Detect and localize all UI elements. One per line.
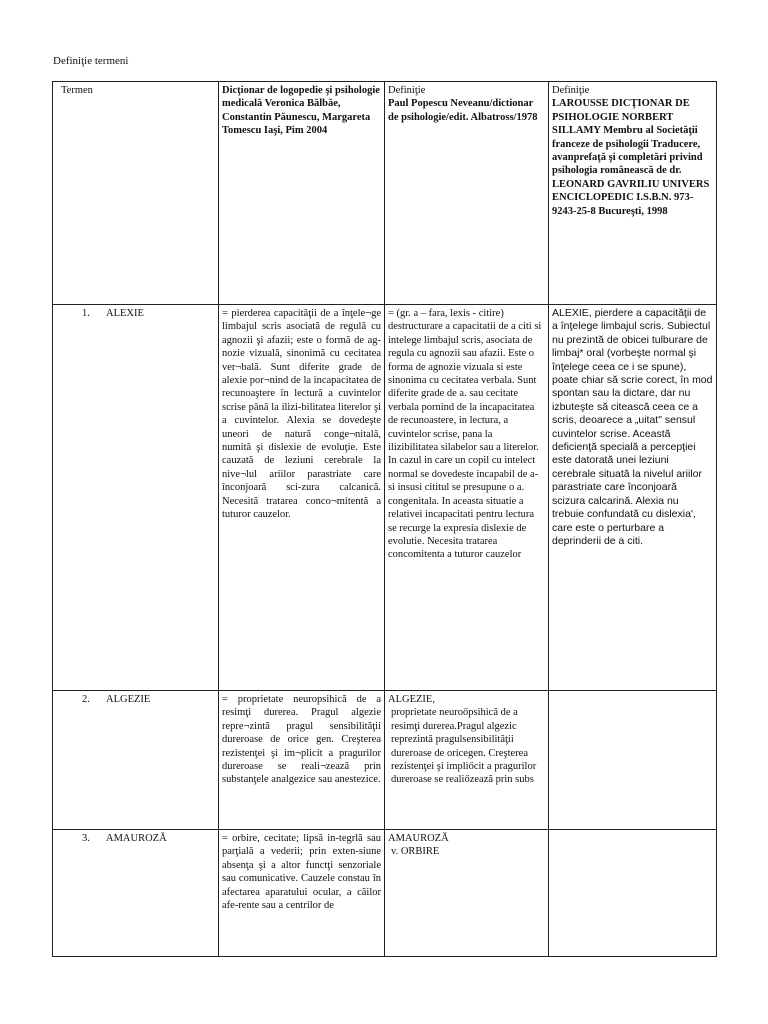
definition-popescu — [385, 305, 549, 691]
header-larousse-label: Definiţie — [552, 85, 590, 96]
term-name: ALGEZIE — [106, 694, 151, 705]
term-number: 3. — [82, 833, 90, 844]
header-term-cell — [53, 82, 219, 305]
term-number: 1. — [82, 308, 90, 319]
table-row — [53, 691, 717, 830]
definition-logopedie-text: = orbire, cecitate; lipsă in-tegrlă sau parţială a vederii; prin exten-siune absenţa şi a altor functţi senzoriale sau comunicative. Cauzele constau în afectarea aparatului ocular, a căilor afe-rente sau a centrilor de — [222, 833, 381, 912]
table-header-row — [53, 82, 717, 305]
header-popescu-cell — [385, 82, 549, 305]
term-name: AMAUROZĂ — [106, 833, 167, 844]
header-popescu-source: Paul Popescu Neveanu/dictionar de psihologie/edit. Albatross/1978 — [388, 98, 538, 123]
definition-popescu-headword: AMAUROZĂ — [388, 833, 449, 844]
header-larousse-source: LAROUSSE DICŢIONAR DE PSIHOLOGIE NORBERT SILLAMY Membru al Societăţii franceze de psihologii Traducere, avanprefaţă şi completări privind psihologia românească de dr. LEONARD GAVRILIU UNIVERS ENCICLOPEDIC I.S.B.N. 973-9243-25-8 Bucureşti, 1998 — [552, 98, 710, 217]
term-label — [56, 307, 215, 320]
document-title: Definiţie termeni — [53, 55, 129, 67]
definition-larousse-text: ALEXIE, pierdere a capacităţii de a înţelege limbajul scris. Subiectul nu prezintă de obicei tulburare de limbaj* oral (vorbeşte normal şi înţelege ceea ce i se spune), poate chiar să scrie corect, în mod spontan sau la dictare, dar nu izbuteşte să citească ceea ce a scris, deoarece a „uitat" sensul cuvintelor scrise. Această deficienţă specială a percepţiei este datorată unei leziuni cerebrale situată la nivelul ariilor parastriate care înconjoară scizura calcarină. Alexia nu trebuie confundată cu dislexia', care este o perturbare a deprinderii de a citi. — [552, 307, 713, 547]
term-label — [56, 832, 215, 845]
definition-logopedie-text: = proprietate neuropsihică de a resimţi durerea. Pragul algezie repre¬zintă pragul sensibilităţii dureroase de orice gen. Creşterea rezistenţei şi im¬plicit a pragurilor dureroase se reali¬zează prin substanţele analgezice sau anestezice. — [222, 694, 381, 786]
definition-logopedie — [219, 691, 385, 830]
definition-larousse — [549, 830, 717, 957]
term-name: ALEXIE — [106, 308, 144, 319]
definition-popescu — [385, 691, 549, 830]
definition-logopedie — [219, 305, 385, 691]
definition-popescu-text: v. ORBIRE — [391, 846, 440, 858]
definitions-table — [52, 81, 717, 957]
header-popescu-label: Definiţie — [388, 85, 426, 96]
table-row — [53, 305, 717, 691]
term-cell — [53, 830, 219, 957]
table-row — [53, 830, 717, 957]
term-cell — [53, 305, 219, 691]
term-label — [56, 693, 215, 706]
definition-popescu — [385, 830, 549, 957]
definition-popescu-text: = (gr. a – fara, lexis - citire) destructurare a capacitatii de a citi si intelege limbajul scris, asociata de regula cu agnozii sau afazii. Este o forma de agnozie vizuala si este sinonima cu cecitatea verbala. Sunt diferite grade de a. sau cecitate verbala pornind de la incapacitatea de recunoastere, in lectura, a cuvintelor scrise, pana la ilizibilitatea silabelor sau a literelor. In cazul in care un copil cu intelect normal se dovedeste incapabil de a-si insusi cititul se presupune o a. congenitala. In aceasta situatie a relativei incapacitati pentru lectura se recurge la expresia dislexie de evolutie. Necesita tratarea concomitenta a tuturor cauzelor — [388, 308, 542, 561]
term-cell — [53, 691, 219, 830]
term-number: 2. — [82, 694, 90, 705]
header-logopedie-source: Dicţionar de logopedie şi psihologie medicală Veronica Bălbăe, Constantin Păunescu, Margareta Tomescu Iaşi, Pim 2004 — [222, 85, 380, 137]
header-logopedie-cell — [219, 82, 385, 305]
definition-popescu-headword: ALGEZIE, — [388, 694, 435, 705]
definition-larousse — [549, 305, 717, 691]
header-term-label: Termen — [61, 85, 93, 96]
definition-popescu-text: proprietate neuroőpsihică de a resimţi durerea.Pragul algezic reprezintă pragulsensibilităţii dureroase de oricegen. Creşterea rezistenţei şi impliőcit a pragurilor dureroase se realiőzează prin subs — [391, 707, 537, 786]
definition-larousse — [549, 691, 717, 830]
header-larousse-cell — [549, 82, 717, 305]
definition-logopedie — [219, 830, 385, 957]
definition-logopedie-text: = pierderea capacităţii de a înţele¬ge limbajul scris asociată de regulă cu agnozii şi afazii; este o formă de ag-nozie vizuală, sinonimă cu cecitatea ver¬bală. Sunt diferite grade de alexie por¬nind de la incapacitatea de recunoaştere în lectură a cuvintelor scrise până la ilizi-bilitatea literelor şi a cuvintelor. Alexia se dovedeşte uneori de natură conge¬nitală, numită şi dislexie de evoluţie. Este cauzată de leziuni cerebrale la nive¬lul ariilor parastriate care înconjoară sci-zura calcanică. Necesită tratarea conco¬mitentă a tuturor cauzelor. — [222, 308, 381, 521]
